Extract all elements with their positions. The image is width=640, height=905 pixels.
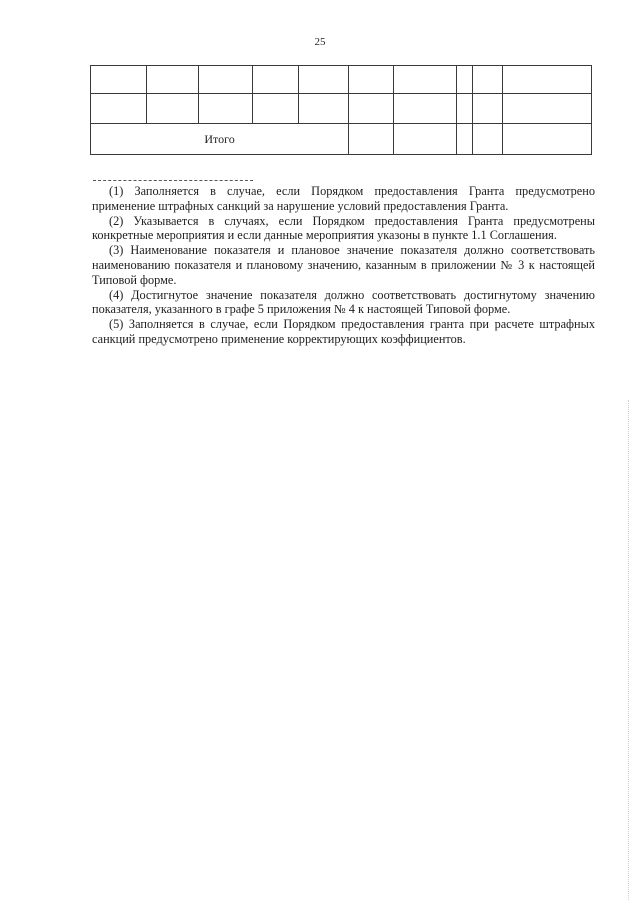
table-cell (394, 124, 457, 155)
table-cell (457, 66, 473, 94)
table-cell (147, 66, 199, 94)
footnote-2: (2) Указывается в случаях, если Порядком предоставления Гранта предусмотрены конкретные мероприятия и если данные мероприятия указоны в пункте 1.1 Соглашения. (92, 213, 595, 243)
table-cell (394, 66, 457, 94)
table-cell (199, 66, 253, 94)
table-cell (457, 94, 473, 124)
footnote-5: (5) Заполняется в случае, если Порядком предоставления гранта при расчете штрафных санкций предусмотрено применение корректирующих коэффициентов. (92, 317, 595, 346)
table-row (91, 94, 592, 124)
table-cell (473, 124, 503, 155)
table-cell (457, 124, 473, 155)
footnote-4: (4) Достигнутое значение показателя должно соответствовать достигнутому значению показателя, указанного в графе 5 приложения № 4 к настоящей Типовой форме. (92, 287, 595, 317)
table-cell (349, 124, 394, 155)
footnotes (92, 184, 595, 347)
table-cell (473, 66, 503, 94)
total-label: Итого (91, 124, 349, 155)
table-cell (299, 66, 349, 94)
table-cell (253, 94, 299, 124)
table-cell (199, 94, 253, 124)
table-cell (349, 66, 394, 94)
table-cell (147, 94, 199, 124)
footnote-separator (93, 180, 253, 181)
scan-edge-line (628, 400, 629, 900)
table-cell (299, 94, 349, 124)
table-cell (473, 94, 503, 124)
table-total-row (91, 124, 592, 155)
footnote-3: (3) Наименование показателя и плановое значение показателя должно соответствовать наименованию показателя и плановому значению, казанным в приложении № 3 к настоящей Типовой форме. (92, 243, 595, 287)
table-cell (253, 66, 299, 94)
table-cell (503, 66, 592, 94)
sanctions-table (90, 65, 592, 155)
table-cell (394, 94, 457, 124)
table-row (91, 66, 592, 94)
table-cell (349, 94, 394, 124)
table-cell (91, 66, 147, 94)
table-cell (503, 94, 592, 124)
table-cell (503, 124, 592, 155)
footnote-1: (1) Заполняется в случае, если Порядком предоставления Гранта предусмотрено применение штрафных санкций за нарушение условий предоставления Гранта. (92, 184, 595, 213)
page-number: 25 (314, 36, 326, 48)
table-cell (91, 94, 147, 124)
